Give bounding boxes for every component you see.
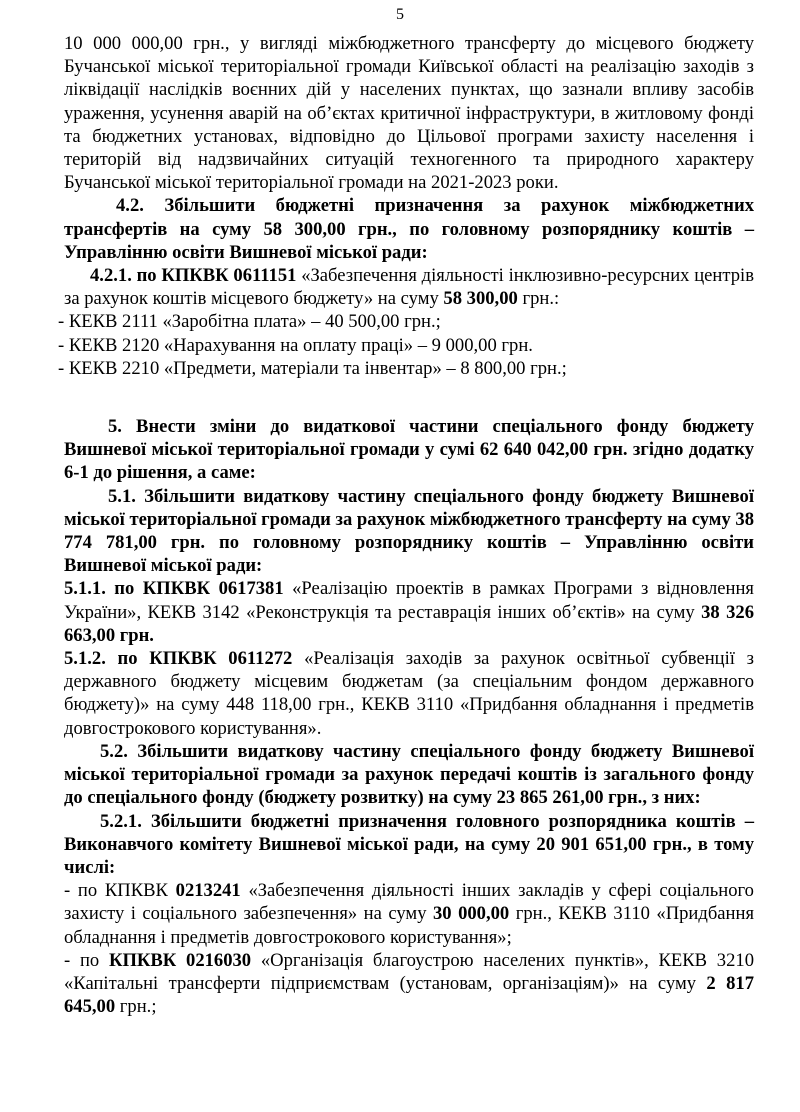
document-body	[58, 32, 755, 1018]
paragraph-5-1-1-sum: 38 326 663,00 грн.	[64, 601, 754, 646]
item2-tail: грн.;	[119, 996, 157, 1018]
page-number: 5	[396, 6, 404, 23]
item1-code: 0213241	[175, 880, 241, 902]
paragraph-5-1-1	[64, 577, 754, 647]
item2-lead: - по	[64, 949, 100, 971]
paragraph-5-1-2-lead: 5.1.2. по КПКВК 0611272	[64, 648, 293, 670]
paragraph-5-1-1-text: «Реалізацію проектів в рамках Програми з відновлення України», КЕКВ 3142 «Реконструкція та реставрація інших об’єктів» на суму	[64, 578, 754, 623]
paragraph-4-2-1-lead: 4.2.1. по КПКВК 0611151	[90, 265, 297, 287]
paragraph-5-2: 5.2. Збільшити видаткову частину спеціального фонду бюджету Вишневої міської територіальної громади за рахунок передачі коштів із загального фонду до спеціального фонду (бюджету розвитку) на суму 23 865 261,00 грн., з них:	[64, 740, 754, 809]
paragraph-5-1-2	[64, 647, 754, 740]
item1-tail: грн., КЕКВ 3110 «Придбання обладнання і предметів довгострокового користування»;	[64, 903, 755, 948]
item2-text: «Організація благоустрою населених пунктів», КЕКВ 3210 «Капітальні трансферти підприємствам (установам, організаціям)» на суму	[64, 949, 754, 994]
section-spacer	[64, 380, 754, 415]
paragraph-5-1-1-lead: 5.1.1. по КПКВК 0617381	[64, 578, 284, 600]
item2-code: КПКВК 0216030	[108, 949, 252, 971]
paragraph-4-2: 4.2. Збільшити бюджетні призначення за рахунок міжбюджетних трансфертів на суму 58 300,00 грн., по головному розпоряднику коштів – Управлінню освіти Вишневої міської ради:	[64, 195, 754, 263]
paragraph-4-2-1-sum: 58 300,00	[443, 288, 518, 310]
paragraph-5-1-2-text: «Реалізація заходів за рахунок освітньої субвенції з державного бюджету місцевим бюджетам (за спеціальним фондом державного бюджету)» на суму 448 118,00 грн., КЕКВ 3110 «Придбання обладнання і предметів довгострокового користування».	[64, 648, 754, 739]
item1-sum: 30 000,00	[433, 903, 510, 925]
list-item-kekv-2111: - КЕКВ 2111 «Заробітна плата» – 40 500,00 грн.;	[58, 311, 441, 333]
paragraph-5: 5. Внести зміни до видаткової частини спеціального фонду бюджету Вишневої міської територіальної громади у сумі 62 640 042,00 грн. згідно додатку 6-1 до рішення, а саме:	[64, 416, 754, 484]
paragraph-4-2-1-tail: грн.:	[522, 288, 560, 310]
paragraph-4-2-1	[64, 264, 754, 310]
paragraph-intro: 10 000 000,00 грн., у вигляді міжбюджетного трансферту до місцевого бюджету Бучанської міської територіальної громади Київської області на реалізацію заходів з ліквідації наслідків воєнних дій у населених пунктах, що зазнали впливу засобів ураження, усунення аварій на об’єктах критичної інфраструктури, в житловому фонді та бюджетних установах, відповідно до Цільової програми захисту населення і територій від надзвичайних ситуацій техногенного та природного характеру Бучанської міської територіальної громади на 2021-2023 роки.	[64, 33, 754, 194]
list-item-kekv-2210: - КЕКВ 2210 «Предмети, матеріали та інвентар» – 8 800,00 грн.;	[58, 357, 567, 379]
paragraph-4-2-1-text: «Забезпечення діяльності інклюзивно-ресурсних центрів за рахунок коштів місцевого бюджету» на суму	[64, 265, 754, 310]
item2-sum: 2 817 645,00	[64, 972, 754, 1018]
list-item-kpkvk-0213241	[64, 879, 754, 949]
item1-lead: - по КПКВК	[64, 880, 168, 902]
list-item-kpkvk-0216030	[64, 949, 754, 1019]
item1-text: «Забезпечення діяльності інших закладів у сфері соціального захисту і соціального забезпечення» на суму	[64, 880, 754, 925]
list-item-kekv-2120: - КЕКВ 2120 «Нарахування на оплату праці» – 9 000,00 грн.	[58, 334, 533, 356]
paragraph-5-2-1: 5.2.1. Збільшити бюджетні призначення головного розпорядника коштів – Виконавчого комітету Вишневої міської ради, на суму 20 901 651,00 грн., в тому числі:	[64, 810, 754, 878]
paragraph-5-1: 5.1. Збільшити видаткову частину спеціального фонду бюджету Вишневої міської територіальної громади за рахунок міжбюджетного трансферту на суму 38 774 781,00 грн. по головному розпоряднику коштів – Управлінню освіти Вишневої міської ради:	[64, 485, 754, 577]
